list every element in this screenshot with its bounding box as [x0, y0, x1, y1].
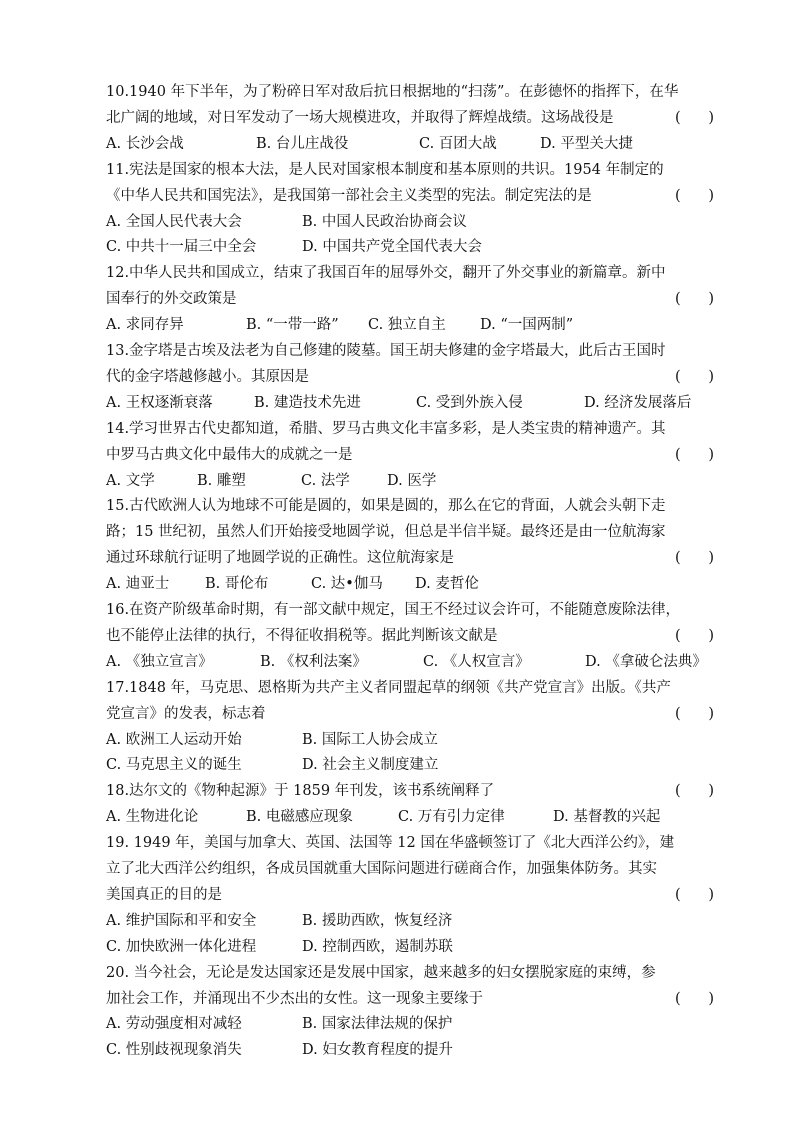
question-stem-text: 《中华人民共和国宪法》，是我国第一部社会主义类型的宪法。制定宪法的是 — [106, 187, 592, 204]
options-row — [106, 235, 720, 261]
option-a[interactable]: A. 迪亚士 — [106, 576, 170, 593]
question-stem-line: 19. 1949 年，美国与加拿大、英国、法国等 12 国在华盛顿签订了《北大西洋公约》，建 — [106, 835, 675, 852]
question-18 — [106, 779, 720, 831]
question-stem-line: 立了北大西洋公约组织，各成员国就重大国际问题进行磋商合作，加强集体防务。其实 — [106, 861, 657, 878]
answer-blank[interactable]: ( ) — [675, 187, 714, 204]
option-d[interactable]: D. 基督教的兴起 — [553, 809, 661, 826]
option-d[interactable]: D. 麦哲伦 — [415, 576, 479, 593]
question-stem-line — [106, 184, 720, 210]
answer-blank[interactable]: ( ) — [675, 446, 714, 463]
question-stem-line — [106, 987, 720, 1013]
option-c[interactable]: C. 中共十一届三中全会 — [106, 239, 257, 256]
answer-blank[interactable]: ( ) — [675, 550, 714, 567]
question-20 — [106, 961, 720, 1065]
options-row — [106, 313, 720, 339]
option-c[interactable]: C. 万有引力定律 — [398, 809, 505, 826]
option-b[interactable]: B. 中国人民政治协商会议 — [302, 213, 467, 230]
question-10 — [106, 80, 720, 158]
question-stem-line: 20. 当今社会，无论是发达国家还是发展中国家，越来越多的妇女摆脱家庭的束缚，参 — [106, 964, 656, 981]
question-13 — [106, 339, 720, 417]
answer-blank[interactable]: ( ) — [675, 109, 714, 126]
question-stem-line: 14.学习世界古代史都知道，希腊、罗马古典文化丰富多彩，是人类宝贵的精神遗产。其 — [106, 420, 666, 437]
question-stem-line: 11.宪法是国家的根本大法，是人民对国家根本制度和基本原则的共识。1954 年制定的 — [106, 161, 664, 178]
answer-blank[interactable]: ( ) — [675, 368, 714, 385]
options-row — [106, 1038, 720, 1064]
question-stem-line — [106, 365, 720, 391]
option-c[interactable]: C. 受到外族入侵 — [416, 394, 523, 411]
option-a[interactable]: A. 维护国际和平和安全 — [106, 912, 257, 929]
option-a[interactable]: A. 全国人民代表大会 — [106, 213, 242, 230]
question-stem-text: 加社会工作，并涌现出不少杰出的女性。这一现象主要缘于 — [106, 990, 483, 1007]
exam-page — [106, 80, 720, 1064]
question-stem-text: 代的金字塔越修越小。其原因是 — [106, 368, 309, 385]
answer-blank[interactable]: ( ) — [675, 783, 714, 800]
options-row — [106, 650, 720, 676]
option-a[interactable]: A. 劳动强度相对减轻 — [106, 1016, 242, 1033]
option-b[interactable]: B. 雕塑 — [197, 472, 246, 489]
option-c[interactable]: C. 马克思主义的诞生 — [106, 757, 242, 774]
question-stem-text: 通过环球航行证明了地圆学说的正确性。这位航海家是 — [106, 550, 454, 567]
option-a[interactable]: A. 欧洲工人运动开始 — [106, 731, 242, 748]
option-d[interactable]: D. 医学 — [387, 472, 437, 489]
option-a[interactable]: A. 长沙会战 — [106, 135, 184, 152]
option-a[interactable]: A. 王权逐渐衰落 — [106, 394, 213, 411]
question-11 — [106, 158, 720, 262]
question-17 — [106, 676, 720, 780]
option-c[interactable]: C. 法学 — [301, 472, 350, 489]
answer-blank[interactable]: ( ) — [675, 886, 714, 903]
question-stem-line — [106, 443, 720, 469]
answer-blank[interactable]: ( ) — [675, 627, 714, 644]
question-stem-line — [106, 779, 720, 805]
option-d[interactable]: D. 平型关大捷 — [540, 135, 633, 152]
question-stem-line: 路；15 世纪初，虽然人们开始接受地圆学说，但总是半信半疑。最终还是由一位航海家 — [106, 524, 666, 541]
option-b[interactable]: B. 台儿庄战役 — [256, 135, 349, 152]
question-stem-line: 10.1940 年下半年，为了粉碎日军对敌后抗日根据地的“扫荡”。在彭德怀的指挥下，在华 — [106, 84, 679, 100]
question-stem-line — [106, 883, 720, 909]
options-row — [106, 753, 720, 779]
option-d[interactable]: D. 妇女教育程度的提升 — [302, 1042, 453, 1059]
option-d[interactable]: D. 控制西欧，遏制苏联 — [302, 938, 453, 955]
answer-blank[interactable]: ( ) — [675, 705, 714, 722]
question-stem-text: 党宣言》的发表，标志着 — [106, 705, 266, 722]
answer-blank[interactable]: ( ) — [675, 291, 714, 308]
question-stem-line — [106, 702, 720, 728]
option-b[interactable]: B. 国家法律法规的保护 — [302, 1016, 453, 1033]
question-19 — [106, 831, 720, 961]
option-a[interactable]: A. 《独立宣言》 — [106, 653, 213, 670]
option-c[interactable]: C. 《人权宣言》 — [423, 653, 530, 670]
option-a[interactable]: A. 文学 — [106, 472, 155, 489]
question-16 — [106, 598, 720, 676]
options-row — [106, 728, 720, 754]
question-12 — [106, 261, 720, 339]
option-d[interactable]: D. “一国两制” — [480, 317, 574, 334]
question-stem-line: 16.在资产阶级革命时期，有一部文献中规定，国王不经过议会许可，不能随意废除法律， — [106, 602, 681, 619]
question-stem-line: 15.古代欧洲人认为地球不可能是圆的，如果是圆的，那么在它的背面，人就会头朝下走 — [106, 498, 666, 515]
question-stem-line — [106, 546, 720, 572]
option-a[interactable]: A. 生物进化论 — [106, 809, 199, 826]
option-b[interactable]: B. 国际工人协会成立 — [302, 731, 438, 748]
option-b[interactable]: B. 《权利法案》 — [260, 653, 367, 670]
options-row — [106, 210, 720, 236]
option-c[interactable]: C. 达•伽马 — [311, 576, 383, 593]
options-row — [106, 1012, 720, 1038]
question-stem-text: 国奉行的外交政策是 — [106, 291, 237, 308]
option-c[interactable]: C. 独立自主 — [368, 317, 446, 334]
answer-blank[interactable]: ( ) — [675, 990, 714, 1007]
option-b[interactable]: B. 援助西欧，恢复经济 — [302, 912, 453, 929]
question-stem-line — [106, 624, 720, 650]
option-c[interactable]: C. 加快欧洲一体化进程 — [106, 938, 257, 955]
option-b[interactable]: B. 建造技术先进 — [254, 394, 361, 411]
question-stem-text: 也不能停止法律的执行，不得征收捐税等。据此判断该文献是 — [106, 627, 498, 644]
option-c[interactable]: C. 性别歧视现象消失 — [106, 1042, 242, 1059]
option-d[interactable]: D. 中国共产党全国代表大会 — [302, 239, 482, 256]
question-stem-text: 18.达尔文的《物种起源》于 1859 年刊发，该书系统阐释了 — [106, 783, 495, 800]
question-stem-line: 13.金字塔是古埃及法老为自己修建的陵墓。国王胡夫修建的金字塔最大，此后古王国时 — [106, 343, 666, 359]
option-b[interactable]: B. 电磁感应现象 — [246, 809, 353, 826]
question-stem-text: 北广阔的地域，对日军发动了一场大规模进攻，并取得了辉煌战绩。这场战役是 — [106, 109, 614, 126]
option-d[interactable]: D. 经济发展落后 — [584, 394, 692, 411]
option-a[interactable]: A. 求同存异 — [106, 317, 184, 334]
question-stem-text: 中罗马古典文化中最伟大的成就之一是 — [106, 446, 353, 463]
question-15 — [106, 494, 720, 598]
option-b[interactable]: B. “一带一路” — [246, 317, 339, 334]
option-d[interactable]: D. 《拿破仑法典》 — [585, 653, 707, 670]
options-row — [106, 469, 720, 495]
question-stem-line: 17.1848 年，马克思、恩格斯为共产主义者同盟起草的纲领《共产党宣言》出版。《共产 — [106, 679, 671, 696]
question-14 — [106, 417, 720, 495]
question-stem-line — [106, 287, 720, 313]
option-d[interactable]: D. 社会主义制度建立 — [302, 757, 439, 774]
option-b[interactable]: B. 哥伦布 — [205, 576, 269, 593]
options-row — [106, 909, 720, 935]
options-row — [106, 805, 720, 831]
options-row — [106, 935, 720, 961]
options-row — [106, 391, 720, 417]
option-c[interactable]: C. 百团大战 — [419, 135, 497, 152]
options-row — [106, 132, 720, 158]
question-stem-line — [106, 106, 720, 132]
options-row — [106, 572, 720, 598]
question-stem-text: 美国真正的目的是 — [106, 886, 222, 903]
question-stem-line: 12.中华人民共和国成立，结束了我国百年的屈辱外交，翻开了外交事业的新篇章。新中 — [106, 265, 666, 282]
